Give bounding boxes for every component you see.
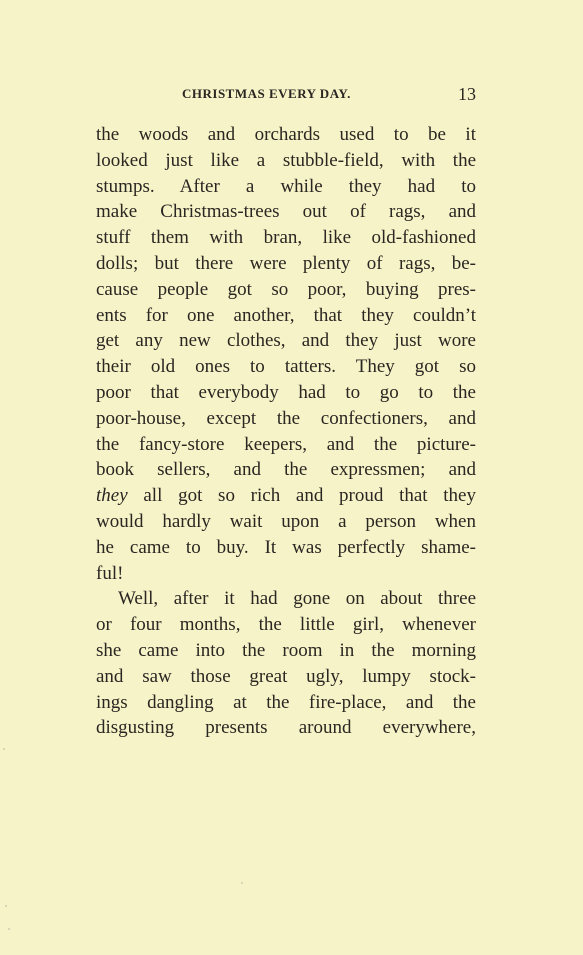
text-line: looked just like a stubble-field, with the (96, 149, 476, 171)
text-line-paragraph-start: Well, after it had gone on about three (118, 588, 476, 610)
text-line: ings dangling at the fire-place, and the (96, 691, 476, 713)
text-line: book sellers, and the expressmen; and (96, 459, 476, 481)
text-line: cause people got so poor, buying pres- (96, 278, 476, 300)
text-line: dolls; but there were plenty of rags, be- (96, 252, 476, 274)
paper-speck (8, 928, 10, 930)
text-line: ents for one another, that they couldn’t (96, 304, 476, 326)
text-line: stuff them with bran, like old-fashioned (96, 227, 476, 249)
text-line: would hardly wait upon a person when (96, 510, 476, 532)
text-line: he came to buy. It was perfectly shame- (96, 536, 476, 558)
text-line: poor that everybody had to go to the (96, 381, 476, 403)
text-line: or four months, the little girl, whenever (96, 614, 476, 636)
page-number: 13 (458, 84, 476, 104)
paper-speck (241, 882, 243, 884)
text-line: disgusting presents around everywhere, (96, 717, 476, 739)
text-line: poor-house, except the confectioners, and (96, 407, 476, 429)
text-line: make Christmas-trees out of rags, and (96, 201, 476, 223)
text-line-rest: all got so rich and proud that they (127, 485, 476, 507)
text-line: get any new clothes, and they just wore (96, 330, 476, 352)
running-title: CHRISTMAS EVERY DAY. (182, 86, 351, 101)
paper-speck (3, 748, 5, 750)
text-line: the fancy-store keepers, and the picture- (96, 433, 476, 455)
italic-emphasis: they (96, 485, 128, 507)
text-line: stumps. After a while they had to (96, 175, 476, 197)
text-line-paragraph-end: ful! (96, 562, 124, 584)
text-line: and saw those great ugly, lumpy stock- (96, 665, 476, 687)
text-line: the woods and orchards used to be it (96, 124, 476, 145)
text-line: she came into the room in the morning (96, 639, 476, 661)
text-line-with-italic (96, 483, 476, 509)
body-text (96, 122, 476, 741)
text-line: their old ones to tatters. They got so (96, 356, 476, 378)
running-head (96, 86, 476, 106)
paper-speck (5, 905, 7, 907)
